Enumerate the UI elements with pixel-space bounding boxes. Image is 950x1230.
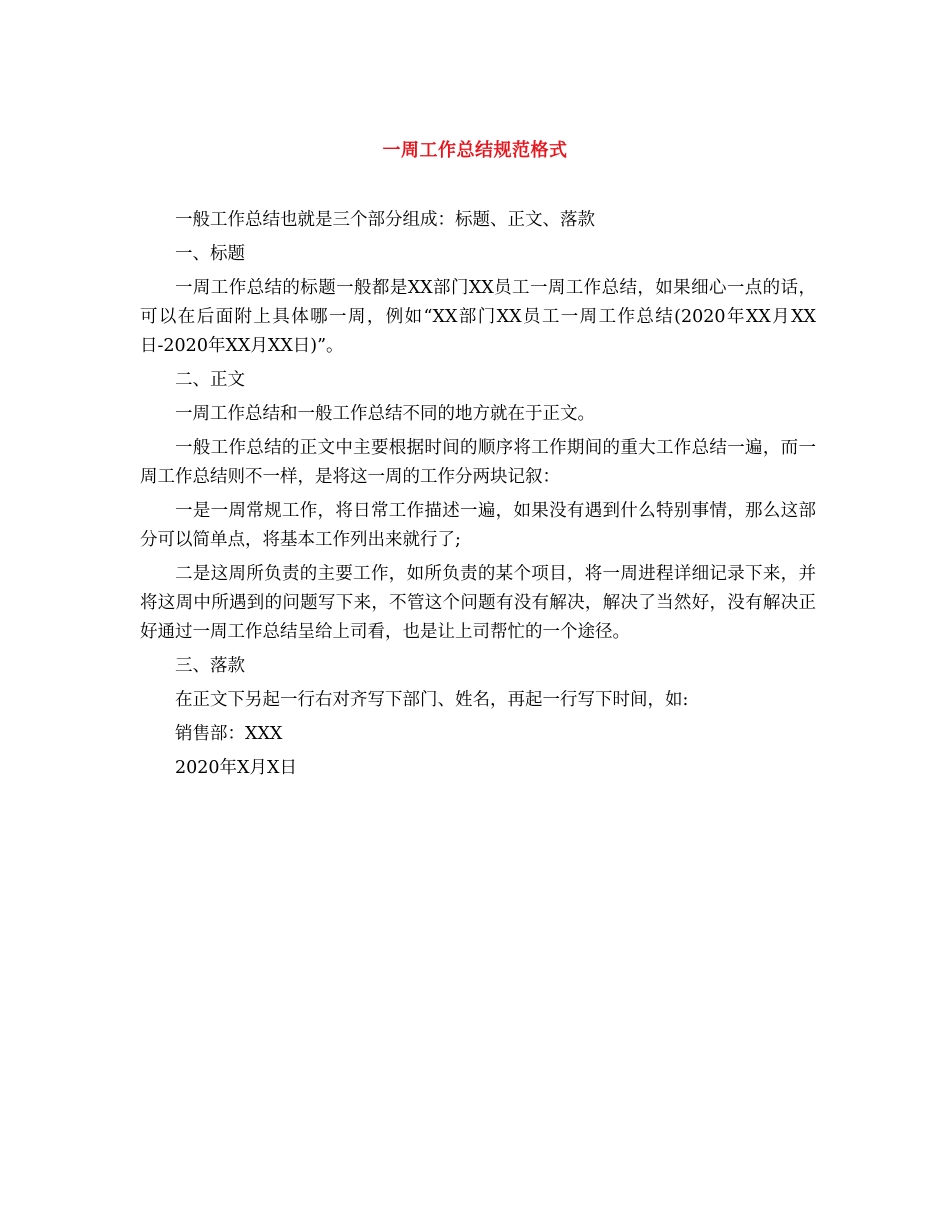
- signature-department: 销售部：XXX: [175, 724, 283, 744]
- paragraph-body-routine: 一是一周常规工作，将日常工作描述一遍，如果没有遇到什么特别事情，那么这部分可以简单点，将基本工作列出来就行了;: [140, 501, 816, 550]
- document-title: 一周工作总结规范格式: [382, 140, 568, 161]
- paragraph-intro: 一般工作总结也就是三个部分组成：标题、正文、落款: [175, 210, 595, 230]
- section-heading-body: 二、正文: [175, 370, 245, 390]
- paragraph-body-main: 二是这周所负责的主要工作，如所负责的某个项目，将一周进程详细记录下来，并将这周中所遇到的问题写下来，不管这个问题有没有解决，解决了当然好，没有解决正好通过一周工作总结呈给上司看，也是让上司帮忙的一个途径。: [140, 564, 816, 642]
- paragraph-body-general: 一般工作总结的正文中主要根据时间的顺序将工作期间的重大工作总结一遍，而一周工作总结则不一样，是将这一周的工作分两块记叙：: [140, 438, 816, 487]
- section-heading-signature: 三、落款: [175, 656, 245, 676]
- paragraph-body-diff: 一周工作总结和一般工作总结不同的地方就在于正文。: [175, 404, 595, 424]
- document-body: [140, 206, 816, 788]
- paragraph-title-desc: 一周工作总结的标题一般都是XX部门XX员工一周工作总结，如果细心一点的话，可以在后面附上具体哪一周，例如“XX部门XX员工一周工作总结(2020年XX月XX日-2020年XX月XX日)”。: [140, 278, 816, 356]
- section-heading-title: 一、标题: [175, 244, 245, 264]
- paragraph-signature-desc: 在正文下另起一行右对齐写下部门、姓名，再起一行写下时间，如:: [175, 690, 689, 710]
- signature-date: 2020年X月X日: [175, 758, 297, 778]
